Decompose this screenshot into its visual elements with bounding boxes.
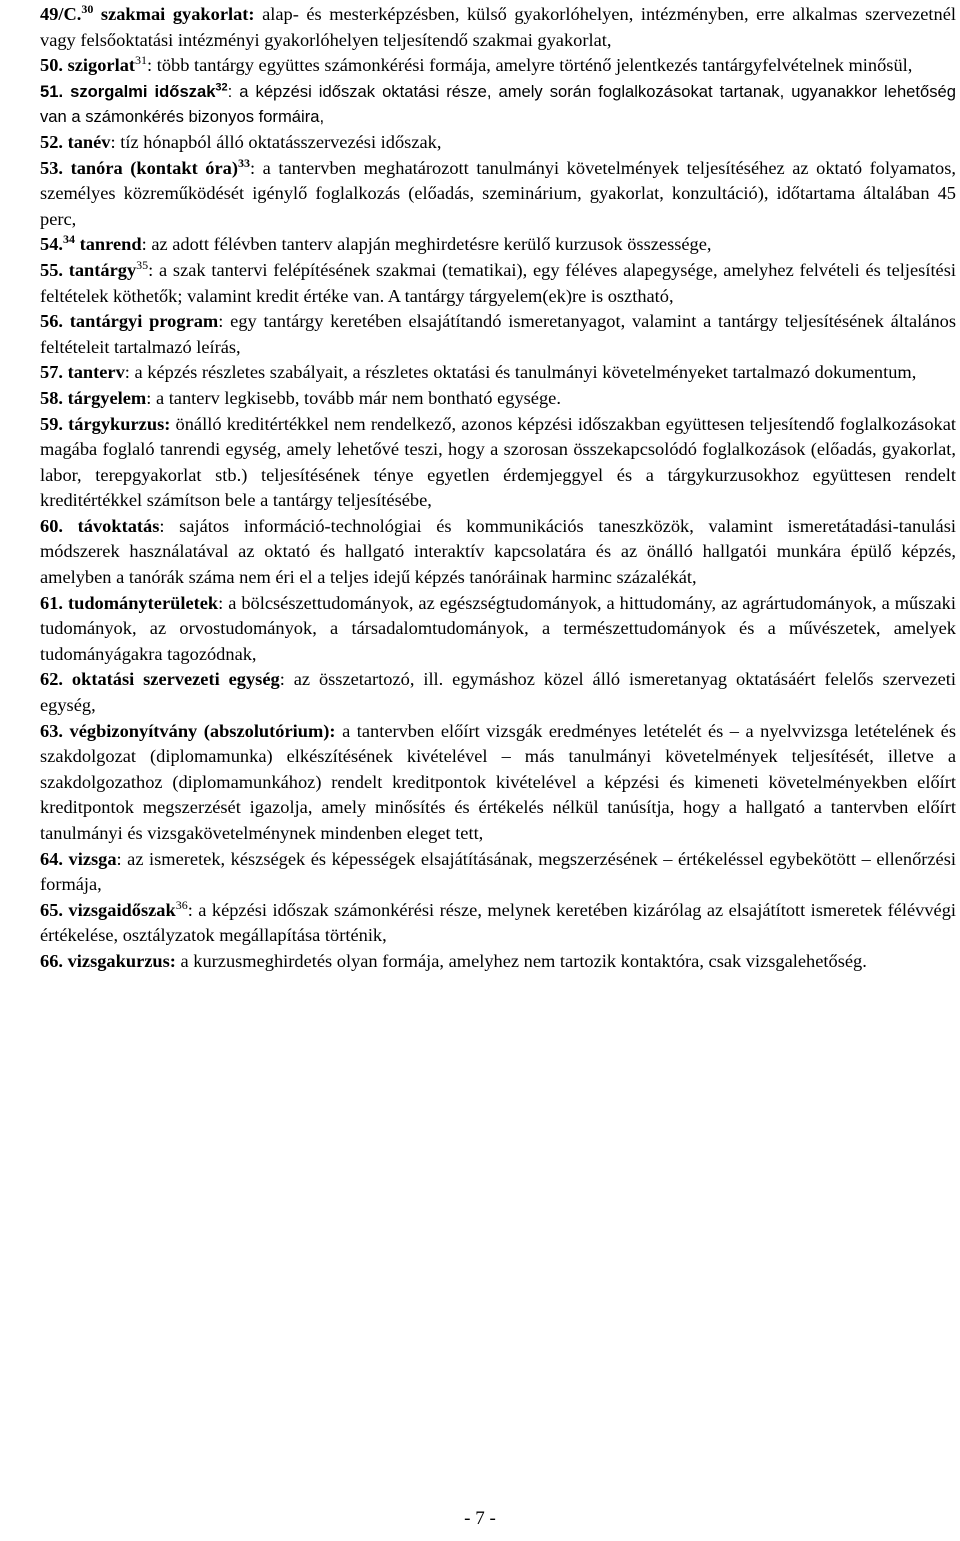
- footnote-ref[interactable]: 31: [135, 53, 148, 67]
- entry-text: : az összetartozó, ill. egymáshoz közel álló ismeretanyag oktatásáért felelős szervezeti egység,: [40, 669, 956, 716]
- entry-term: tudományterületek: [63, 592, 219, 613]
- definition-55: [40, 258, 956, 309]
- entry-number: 65.: [40, 899, 63, 920]
- entry-text: : a bölcsészettudományok, az egészségtudományok, a hittudomány, az agrártudományok, a műszaki tudományok, az orvostudományok, a társadalomtudományok, a természettudományok és a művészetek, amelyek tudományágakra tagozódnak,: [40, 592, 956, 664]
- entry-term: tanrend: [75, 234, 142, 255]
- entry-term: tantárgy: [63, 259, 137, 280]
- definition-56: [40, 309, 956, 360]
- footnote-ref[interactable]: 33: [237, 155, 250, 170]
- entry-text: önálló kreditértékkel nem rendelkező, azonos képzési időszakban együttesen teljesítendő foglalkozásokat magába foglaló tanrendi egység, amely lehetővé teszi, hogy a szorosan összekapcsolódó foglalkozások (előadás, gyakorlat, labor, terepgyakorlat stb.) teljesítésének ténye egyetlen érdemjeggyel és a tárgykurzusokhoz együttesen rendelt kreditértékkel számítson bele a tantárgy teljesítésébe,: [40, 413, 956, 511]
- definition-60: [40, 514, 956, 591]
- entry-term: szigorlat: [63, 55, 136, 76]
- entry-number: 57.: [40, 362, 63, 383]
- entry-text: : a képzési időszak számonkérési része, melynek keretében kizárólag az elsajátított ismeretek félévvégi értékelése, osztályzatok megállapítása történik,: [40, 899, 957, 946]
- entry-number: 64.: [40, 848, 63, 869]
- entry-text: : a szak tantervi felépítésének szakmai (tematikai), egy féléves alapegysége, amelyhez felvételi és teljesítési feltételek köthetők; valamint kredit értéke van. A tantárgy tárgyelem(ek)re is osztható,: [40, 259, 956, 306]
- definition-51: [40, 79, 956, 130]
- entry-number: 53.: [40, 157, 63, 178]
- definition-61: [40, 591, 956, 668]
- entry-term: tanév: [63, 131, 111, 152]
- entry-text: : a tantervben meghatározott tanulmányi követelmények teljesítéséhez az oktató folyamatos, személyes közreműködését igénylő foglalkozás (előadás, szeminárium, gyakorlat, konzultáció), időtartama általában 45 perc,: [40, 157, 956, 229]
- footnote-ref[interactable]: 30: [81, 1, 94, 16]
- definition-52: [40, 130, 956, 156]
- definition-63: [40, 719, 956, 847]
- definition-50: [40, 53, 956, 79]
- entry-text: alap- és mesterképzésben, külső gyakorlóhelyen, intézményben, erre alkalmas szervezetnél vagy felsőoktatási intézményi gyakorlóhelyen teljesítendő szakmai gyakorlat,: [40, 4, 956, 50]
- definition-49c: [40, 2, 956, 53]
- entry-number: 52.: [40, 131, 63, 152]
- footnote-ref[interactable]: 34: [63, 232, 75, 247]
- definition-59: [40, 412, 956, 514]
- definition-65: [40, 898, 956, 949]
- entry-term: tárgyelem: [63, 387, 147, 408]
- footnote-ref[interactable]: 36: [175, 897, 188, 912]
- entry-term: tanterv: [63, 362, 125, 383]
- entry-text: a tantervben előírt vizsgák eredményes letételét és – a nyelvvizsga letételének és szakdolgozat (diplomamunka) elkészítésének kivételével – más tanulmányi követelmények teljesítését, illetve a szakdolgozathoz (diplomamunkához) rendelt kreditpontok kivételével a képzési és kimeneti követelményekben előírt kreditpontok megszerzését igazolja, amely minősítés és értékelés nélkül tanúsítja, hogy a hallgató a tantervben előírt tanulmányi és vizsgakövetelménynek mindenben eleget tett,: [40, 720, 957, 843]
- entry-number: 61.: [40, 592, 63, 613]
- definition-58: [40, 386, 956, 412]
- entry-text: : sajátos információ-technológiai és kommunikációs taneszközök, valamint ismeretátadási-tanulási módszerek használatával az oktató és hallgató interaktív kapcsolatára és az önálló hallgatói munkára épülő képzés, amelyben a tanórák száma nem éri el a teljes idejű képzés tanóráinak harminc százalékát,: [40, 515, 956, 588]
- entry-number: 51.: [40, 81, 64, 101]
- entry-term: vizsgaidőszak: [63, 899, 176, 920]
- entry-term: vizsgakurzus:: [63, 950, 176, 971]
- entry-text: : az ismeretek, készségek és képességek elsajátításának, megszerzésének – értékeléssel egybekötött – ellenőrzési formája,: [40, 848, 956, 895]
- entry-term: végbizonyítvány (abszolutórium):: [63, 720, 336, 741]
- entry-text: : a képzési időszak oktatási része, amely során foglalkozásokat tartanak, ugyanakkor lehetőség van a számonkérés bizonyos formáira,: [40, 81, 956, 127]
- entry-term: oktatási szervezeti egység: [63, 669, 280, 690]
- definition-53: [40, 156, 956, 233]
- entry-term: távoktatás: [63, 515, 160, 536]
- entry-number: 59.: [40, 413, 63, 434]
- entry-term: szorgalmi időszak: [63, 81, 216, 101]
- entry-text: : a képzés részletes szabályait, a részletes oktatási és tanulmányi követelményeket tartalmazó dokumentum,: [124, 362, 917, 383]
- entry-term: tantárgyi program: [63, 311, 219, 332]
- entry-number: 62.: [40, 669, 63, 690]
- definition-54: [40, 232, 956, 258]
- entry-term: vizsga: [63, 848, 117, 869]
- entry-number: 50.: [40, 55, 63, 76]
- entry-text: : tíz hónapból álló oktatásszervezési időszak,: [110, 131, 442, 152]
- entry-number: 54.: [40, 234, 63, 255]
- definition-64: [40, 847, 956, 898]
- definition-57: [40, 360, 956, 386]
- entry-number: 63.: [40, 720, 63, 741]
- definition-66: [40, 949, 956, 975]
- entry-number: 49/C.: [40, 4, 82, 24]
- footnote-ref[interactable]: 32: [215, 81, 228, 94]
- entry-text: : egy tantárgy keretében elsajátítandó ismeretanyagot, valamint a tantárgy teljesítésének általános feltételeit tartalmazó leírás,: [40, 311, 956, 357]
- entry-text: : az adott félévben tanterv alapján meghirdetésre kerülő kurzusok összessége,: [141, 234, 712, 255]
- entry-number: 60.: [40, 515, 63, 536]
- entry-text: : több tantárgy együttes számonkérési formája, amelyre történő jelentkezés tantárgyfelvételnek minősül,: [147, 55, 913, 76]
- entry-number: 56.: [40, 311, 63, 332]
- definitions-list: [40, 2, 956, 975]
- entry-text: : a tanterv legkisebb, tovább már nem bontható egysége.: [146, 387, 561, 408]
- definition-62: [40, 667, 956, 718]
- entry-number: 66.: [40, 950, 63, 971]
- entry-text: a kurzusmeghirdetés olyan formája, amelyhez nem tartozik kontaktóra, csak vizsgalehetőség.: [175, 950, 867, 971]
- footnote-ref[interactable]: 35: [136, 257, 149, 272]
- entry-term: szakmai gyakorlat:: [93, 4, 255, 24]
- page-number: - 7 -: [464, 1508, 496, 1529]
- entry-number: 55.: [40, 259, 63, 280]
- entry-term: tanóra (kontakt óra): [63, 157, 238, 178]
- entry-number: 58.: [40, 387, 63, 408]
- entry-term: tárgykurzus:: [63, 413, 171, 434]
